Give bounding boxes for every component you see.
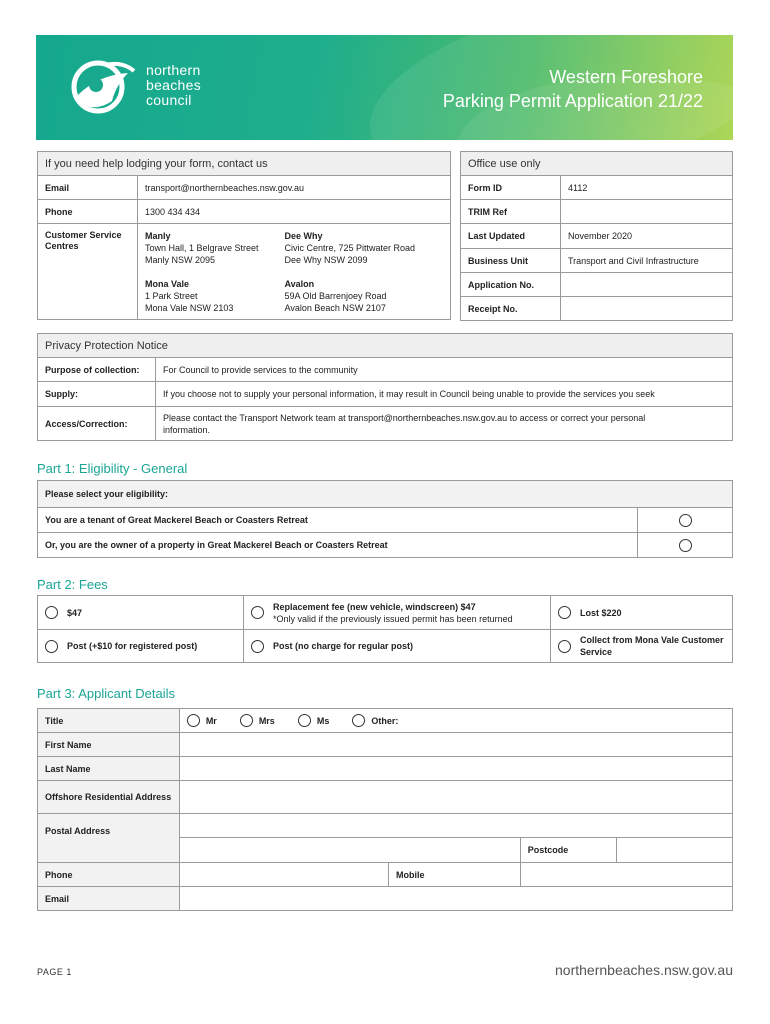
- centre-line1: 1 Park Street: [145, 291, 198, 301]
- title-options-cell: [179, 709, 732, 733]
- office-updated-value: November 2020: [561, 224, 733, 249]
- eligibility-table: [37, 480, 733, 558]
- centre-line2: Mona Vale NSW 2103: [145, 303, 234, 313]
- eligibility-owner-cell: [638, 533, 733, 558]
- post-regular-cell: [244, 630, 551, 663]
- footer-url: northernbeaches.nsw.gov.au: [555, 962, 733, 978]
- mobile-label: Mobile: [389, 863, 521, 887]
- mobile-field[interactable]: [520, 863, 732, 887]
- postcode-label: Postcode: [520, 838, 617, 863]
- collect-radio[interactable]: [558, 640, 571, 653]
- logo-line-1: northern: [146, 62, 201, 78]
- privacy-supply-value: If you choose not to supply your personal information, it may result in Council being unable to provide the services you seek: [156, 382, 733, 407]
- eligibility-tenant-cell: [638, 508, 733, 533]
- privacy-purpose-value: For Council to provide services to the community: [156, 358, 733, 382]
- help-centres-label: Customer Service Centres: [38, 224, 138, 320]
- centres-col-right: [278, 224, 451, 320]
- office-unit-value: Transport and Civil Infrastructure: [561, 249, 733, 273]
- privacy-purpose-label: Purpose of collection:: [38, 358, 156, 382]
- postal-address-field-2[interactable]: [179, 838, 520, 863]
- title-mr-label: Mr: [205, 715, 217, 726]
- help-email-value: transport@northernbeaches.nsw.gov.au: [138, 176, 451, 200]
- help-phone-label: Phone: [38, 200, 138, 224]
- postal-address-label: Postal Address: [38, 814, 180, 863]
- title-ms-label: Ms: [316, 715, 330, 726]
- help-email-label: Email: [38, 176, 138, 200]
- title-ms-radio[interactable]: [298, 714, 311, 727]
- office-application-field[interactable]: [561, 273, 733, 297]
- centre-name: Avalon: [284, 279, 315, 289]
- office-receipt-label: Receipt No.: [461, 297, 561, 321]
- page-number: PAGE 1: [37, 967, 72, 977]
- last-name-label: Last Name: [38, 757, 180, 781]
- office-heading: Office use only: [461, 152, 733, 176]
- fee-47-label: $47: [67, 607, 83, 618]
- post-registered-cell: [38, 630, 244, 663]
- centre-line2: Manly NSW 2095: [145, 255, 216, 265]
- title-mr-option[interactable]: [187, 714, 217, 727]
- logo-line-3: council: [146, 92, 192, 108]
- office-unit-label: Business Unit: [461, 249, 561, 273]
- office-form-id-label: Form ID: [461, 176, 561, 200]
- title-label: Title: [38, 709, 180, 733]
- privacy-table: [37, 333, 733, 441]
- eligibility-tenant-label: You are a tenant of Great Mackerel Beach or Coasters Retreat: [38, 508, 638, 533]
- logo-line-2: beaches: [146, 77, 202, 93]
- form-title: [443, 65, 703, 113]
- post-regular-radio[interactable]: [251, 640, 264, 653]
- council-logo-icon: [68, 55, 140, 117]
- part2-title: Part 2: Fees: [37, 577, 108, 592]
- office-form-id-value: 4112: [561, 176, 733, 200]
- centres-col-left: [138, 224, 278, 320]
- email-label: Email: [38, 887, 180, 911]
- title-other-radio[interactable]: [352, 714, 365, 727]
- fee-lost-label: Lost $220: [580, 607, 622, 618]
- phone-field[interactable]: [179, 863, 388, 887]
- title-mrs-label: Mrs: [258, 715, 275, 726]
- centre-line2: Avalon Beach NSW 2107: [284, 303, 386, 313]
- centre-manly: [145, 230, 271, 266]
- applicant-table: [37, 708, 733, 911]
- first-name-field[interactable]: [179, 733, 732, 757]
- help-heading: If you need help lodging your form, contact us: [38, 152, 451, 176]
- title-other-label: Other:: [371, 715, 399, 726]
- help-phone-value: 1300 434 434: [138, 200, 451, 224]
- fee-47-cell: [38, 596, 244, 630]
- office-trim-label: TRIM Ref: [461, 200, 561, 224]
- title-mrs-radio[interactable]: [240, 714, 253, 727]
- centre-name: Mona Vale: [145, 279, 190, 289]
- eligibility-owner-radio[interactable]: [679, 539, 692, 552]
- fee-replacement-label: Replacement fee (new vehicle, windscreen) $47: [273, 601, 476, 612]
- eligibility-owner-label: Or, you are the owner of a property in Great Mackerel Beach or Coasters Retreat: [38, 533, 638, 558]
- privacy-supply-label: Supply:: [38, 382, 156, 407]
- collect-label: Collect from Mona Vale Customer Service: [580, 635, 724, 657]
- part1-title: Part 1: Eligibility - General: [37, 461, 188, 476]
- office-use-table: [460, 151, 733, 321]
- privacy-heading: Privacy Protection Notice: [38, 334, 733, 358]
- email-field[interactable]: [179, 887, 732, 911]
- title-ms-option[interactable]: [298, 714, 330, 727]
- centre-avalon: [285, 278, 444, 314]
- header-banner: [36, 35, 733, 140]
- postcode-field[interactable]: [617, 838, 733, 863]
- form-title-line-1: Western Foreshore: [549, 67, 703, 87]
- fee-replacement-note: *Only valid if the previously issued permit has been returned: [273, 613, 513, 624]
- privacy-access-label: Access/Correction:: [38, 407, 156, 441]
- centre-line1: Civic Centre, 725 Pittwater Road: [284, 243, 416, 253]
- form-title-line-2: Parking Permit Application 21/22: [442, 91, 703, 111]
- fee-lost-cell: [551, 596, 733, 630]
- centre-name: Manly: [145, 231, 171, 241]
- post-registered-radio[interactable]: [45, 640, 58, 653]
- help-contact-table: [37, 151, 451, 320]
- title-mr-radio[interactable]: [187, 714, 200, 727]
- office-updated-label: Last Updated: [461, 224, 561, 249]
- offshore-address-field[interactable]: [179, 781, 732, 814]
- title-options: [187, 714, 725, 727]
- phone-label: Phone: [38, 863, 180, 887]
- post-registered-label: Post (+$10 for registered post): [67, 641, 198, 651]
- fee-replacement-radio[interactable]: [251, 606, 264, 619]
- fees-table: [37, 595, 733, 663]
- fee-lost-radio[interactable]: [558, 606, 571, 619]
- title-other-option[interactable]: [352, 714, 398, 727]
- eligibility-tenant-radio[interactable]: [679, 514, 692, 527]
- centre-line2: Dee Why NSW 2099: [284, 255, 368, 265]
- centre-line1: 59A Old Barrenjoey Road: [284, 291, 387, 301]
- centre-name: Dee Why: [284, 231, 323, 241]
- fee-47-radio[interactable]: [45, 606, 58, 619]
- centre-line1: Town Hall, 1 Belgrave Street: [145, 243, 259, 253]
- fee-replacement-cell: [244, 596, 551, 630]
- privacy-access-value: Please contact the Transport Network team at transport@northernbeaches.nsw.gov.au to access or correct your personal information.: [156, 407, 733, 441]
- logo-text: [146, 63, 201, 108]
- centre-dee-why: [285, 230, 444, 266]
- eligibility-prompt: Please select your eligibility:: [38, 481, 733, 508]
- title-mrs-option[interactable]: [240, 714, 275, 727]
- offshore-address-label: Offshore Residential Address: [38, 781, 180, 814]
- office-trim-field[interactable]: [561, 200, 733, 224]
- post-regular-label: Post (no charge for regular post): [273, 641, 414, 651]
- part3-title: Part 3: Applicant Details: [37, 686, 176, 701]
- postal-address-field[interactable]: [179, 814, 732, 838]
- collect-cell: [551, 630, 733, 663]
- office-receipt-field[interactable]: [561, 297, 733, 321]
- last-name-field[interactable]: [179, 757, 732, 781]
- first-name-label: First Name: [38, 733, 180, 757]
- centre-mona-vale: [145, 278, 271, 314]
- office-application-label: Application No.: [461, 273, 561, 297]
